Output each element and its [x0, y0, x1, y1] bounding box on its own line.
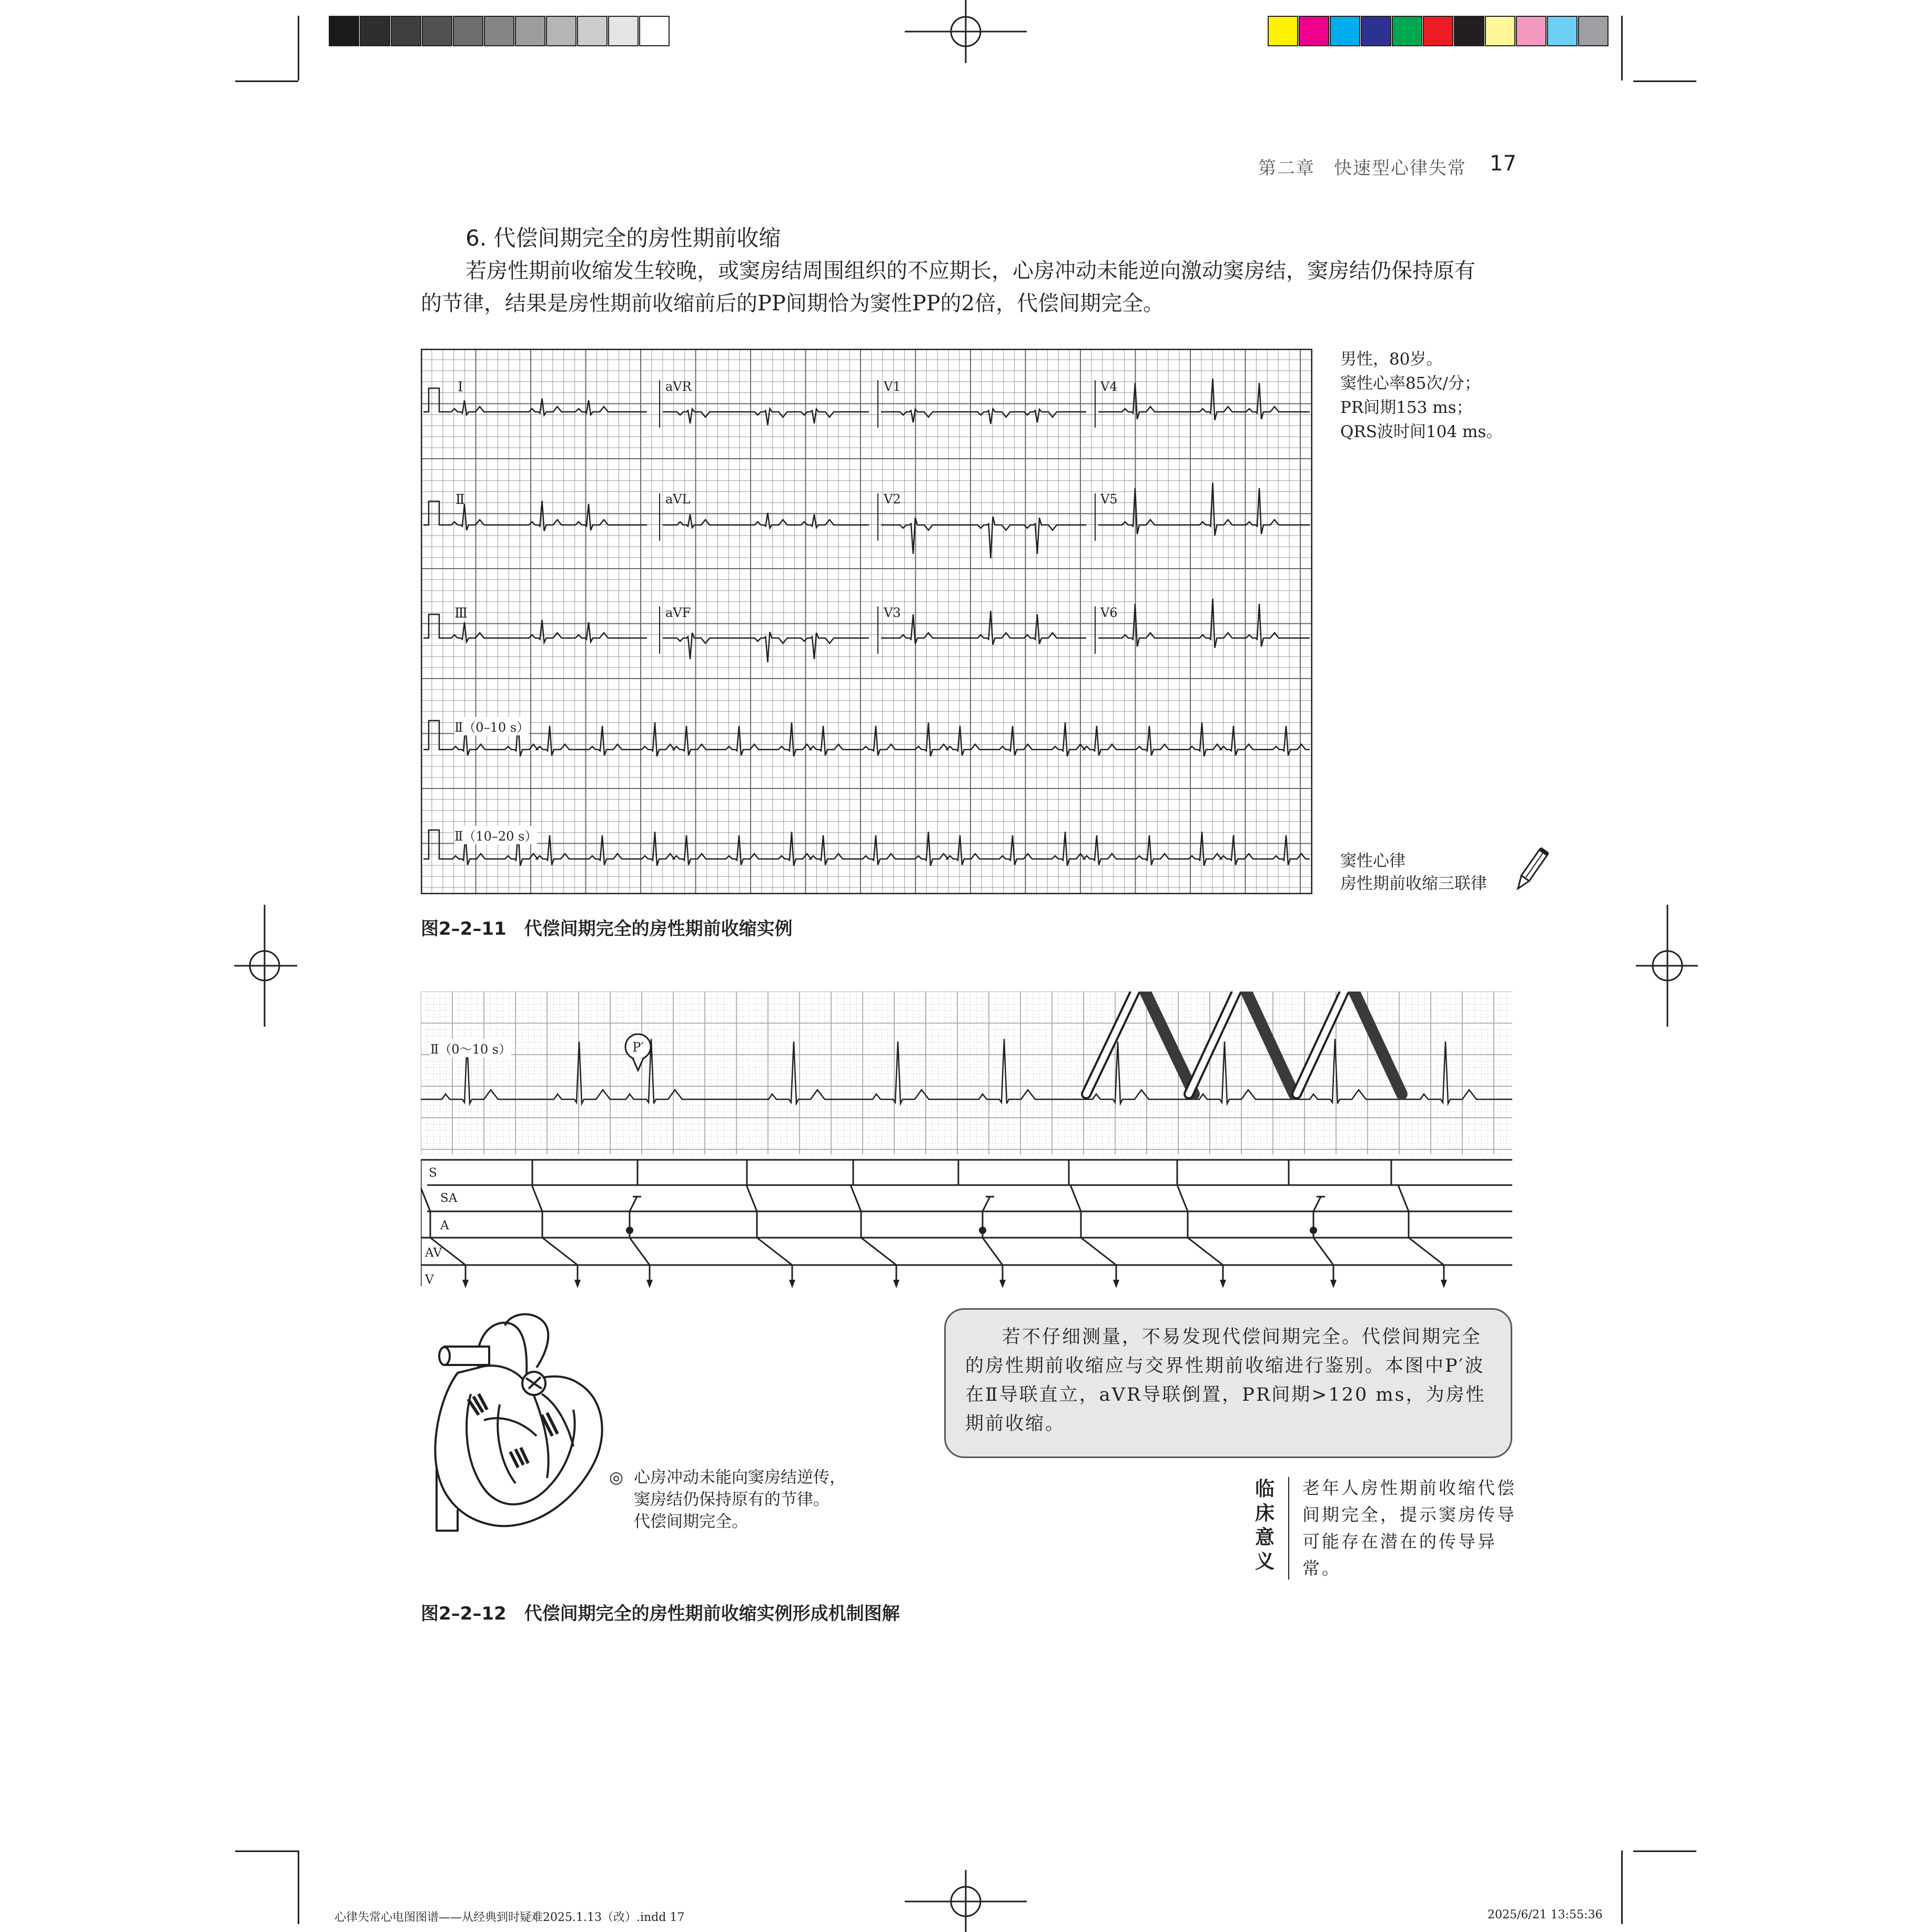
- lead-label-v6: V6: [1100, 605, 1118, 620]
- ladder-diagram: [421, 992, 1512, 1297]
- bullet-icon: ◎: [609, 1468, 624, 1487]
- diagnosis-line: 房性期前收缩三联律: [1340, 874, 1487, 893]
- paragraph-line: 若房性期前收缩发生较晚，或窦房结周围组织的不应期长，心房冲动未能逆向激动窦房结，窦房结仍保持原有: [466, 259, 1475, 283]
- clinical-label-char: 床: [1255, 1502, 1274, 1524]
- footer-file-info: 心律失常心电图图谱——从经典到时疑难2025.1.13（改）.indd 17: [335, 1911, 685, 1924]
- figure-caption: 图2–2–11 代偿间期完全的房性期前收缩实例: [421, 918, 793, 939]
- heart-note: [609, 1466, 846, 1533]
- lead-label-v4: V4: [1100, 379, 1118, 394]
- ecg-grid: [421, 349, 1312, 894]
- strip-label: Ⅱ（0～10 s）: [430, 1039, 511, 1057]
- running-header: 第二章 快速型心律失常: [1258, 158, 1466, 179]
- figure-caption: 图2–2–12 代偿间期完全的房性期前收缩实例形成机制图解: [421, 1603, 900, 1624]
- page-number: 17: [1490, 151, 1516, 176]
- heart-note-line: 代偿间期完全。: [634, 1512, 748, 1531]
- twelve-lead-ecg: [421, 349, 1312, 894]
- lead-label-v2: V2: [884, 492, 901, 507]
- clinical-label-char: 意: [1255, 1526, 1274, 1549]
- heart-note-line: 窦房结仍保持原有的节律。: [634, 1490, 830, 1509]
- lead-label-v3: V3: [884, 605, 901, 620]
- lead-label-rhythm-1: Ⅱ（0–10 s）: [454, 717, 529, 735]
- clinical-significance-text: 老年人房性期前收缩代偿间期完全，提示窦房传导可能存在潜在的传导异常。: [1302, 1478, 1516, 1579]
- patient-info-line: PR间期153 ms；: [1340, 398, 1473, 417]
- lead-label-v5: V5: [1100, 492, 1118, 507]
- patient-info-line: 男性，80岁。: [1340, 350, 1443, 369]
- lead-label-v1: V1: [884, 379, 901, 394]
- ladder-row-label: A: [440, 1219, 449, 1232]
- lead-label-rhythm-2: Ⅱ（10–20 s）: [454, 826, 537, 844]
- p-prime-marker: P′: [632, 1040, 644, 1055]
- divider: [1288, 1477, 1289, 1580]
- patient-info-line: 窦性心率85次/分；: [1340, 374, 1481, 393]
- lead-label-avf: aVF: [665, 605, 691, 620]
- lead-label-avr: aVR: [665, 379, 692, 394]
- heart-illustration: [421, 1310, 610, 1536]
- lead-label-iii: Ⅲ: [454, 605, 468, 621]
- clinical-label-char: 义: [1255, 1550, 1274, 1573]
- clinical-label-char: 临: [1255, 1478, 1274, 1500]
- footer-timestamp: 2025/6/21 13:55:36: [1488, 1908, 1603, 1921]
- ecg-strip-and-ladder: [421, 992, 1512, 1297]
- section-heading: 6. 代偿间期完全的房性期前收缩: [466, 225, 781, 251]
- lead-label-i: Ⅰ: [458, 379, 463, 395]
- ladder-row-label: AV: [425, 1246, 442, 1260]
- lead-label-ii: Ⅱ: [456, 492, 465, 508]
- ladder-row-label: V: [425, 1273, 434, 1287]
- heart-note-line: 心房冲动未能向窦房结逆传，: [634, 1468, 846, 1487]
- explanation-text: 若不仔细测量，不易发现代偿间期完全。代偿间期完全的房性期前收缩应与交界性期前收缩进行鉴别。本图中P′波在Ⅱ导联直立，aVR导联倒置，PR间期>120 ms，为房性期前收缩。: [965, 1327, 1486, 1434]
- patient-info: [1340, 347, 1502, 444]
- paragraph-line: 的节律，结果是房性期前收缩前后的PP间期恰为窦性PP的2倍，代偿间期完全。: [421, 291, 1165, 316]
- diagnosis-line: 窦性心律: [1340, 852, 1405, 871]
- ladder-row-label: SA: [440, 1191, 458, 1205]
- pencil-icon: [1512, 844, 1549, 897]
- patient-info-line: QRS波时间104 ms。: [1340, 422, 1503, 441]
- diagnosis: [1340, 850, 1487, 895]
- ladder-row-label: S: [429, 1166, 437, 1180]
- clinical-significance-label: [1253, 1477, 1277, 1574]
- lead-label-avl: aVL: [665, 492, 691, 507]
